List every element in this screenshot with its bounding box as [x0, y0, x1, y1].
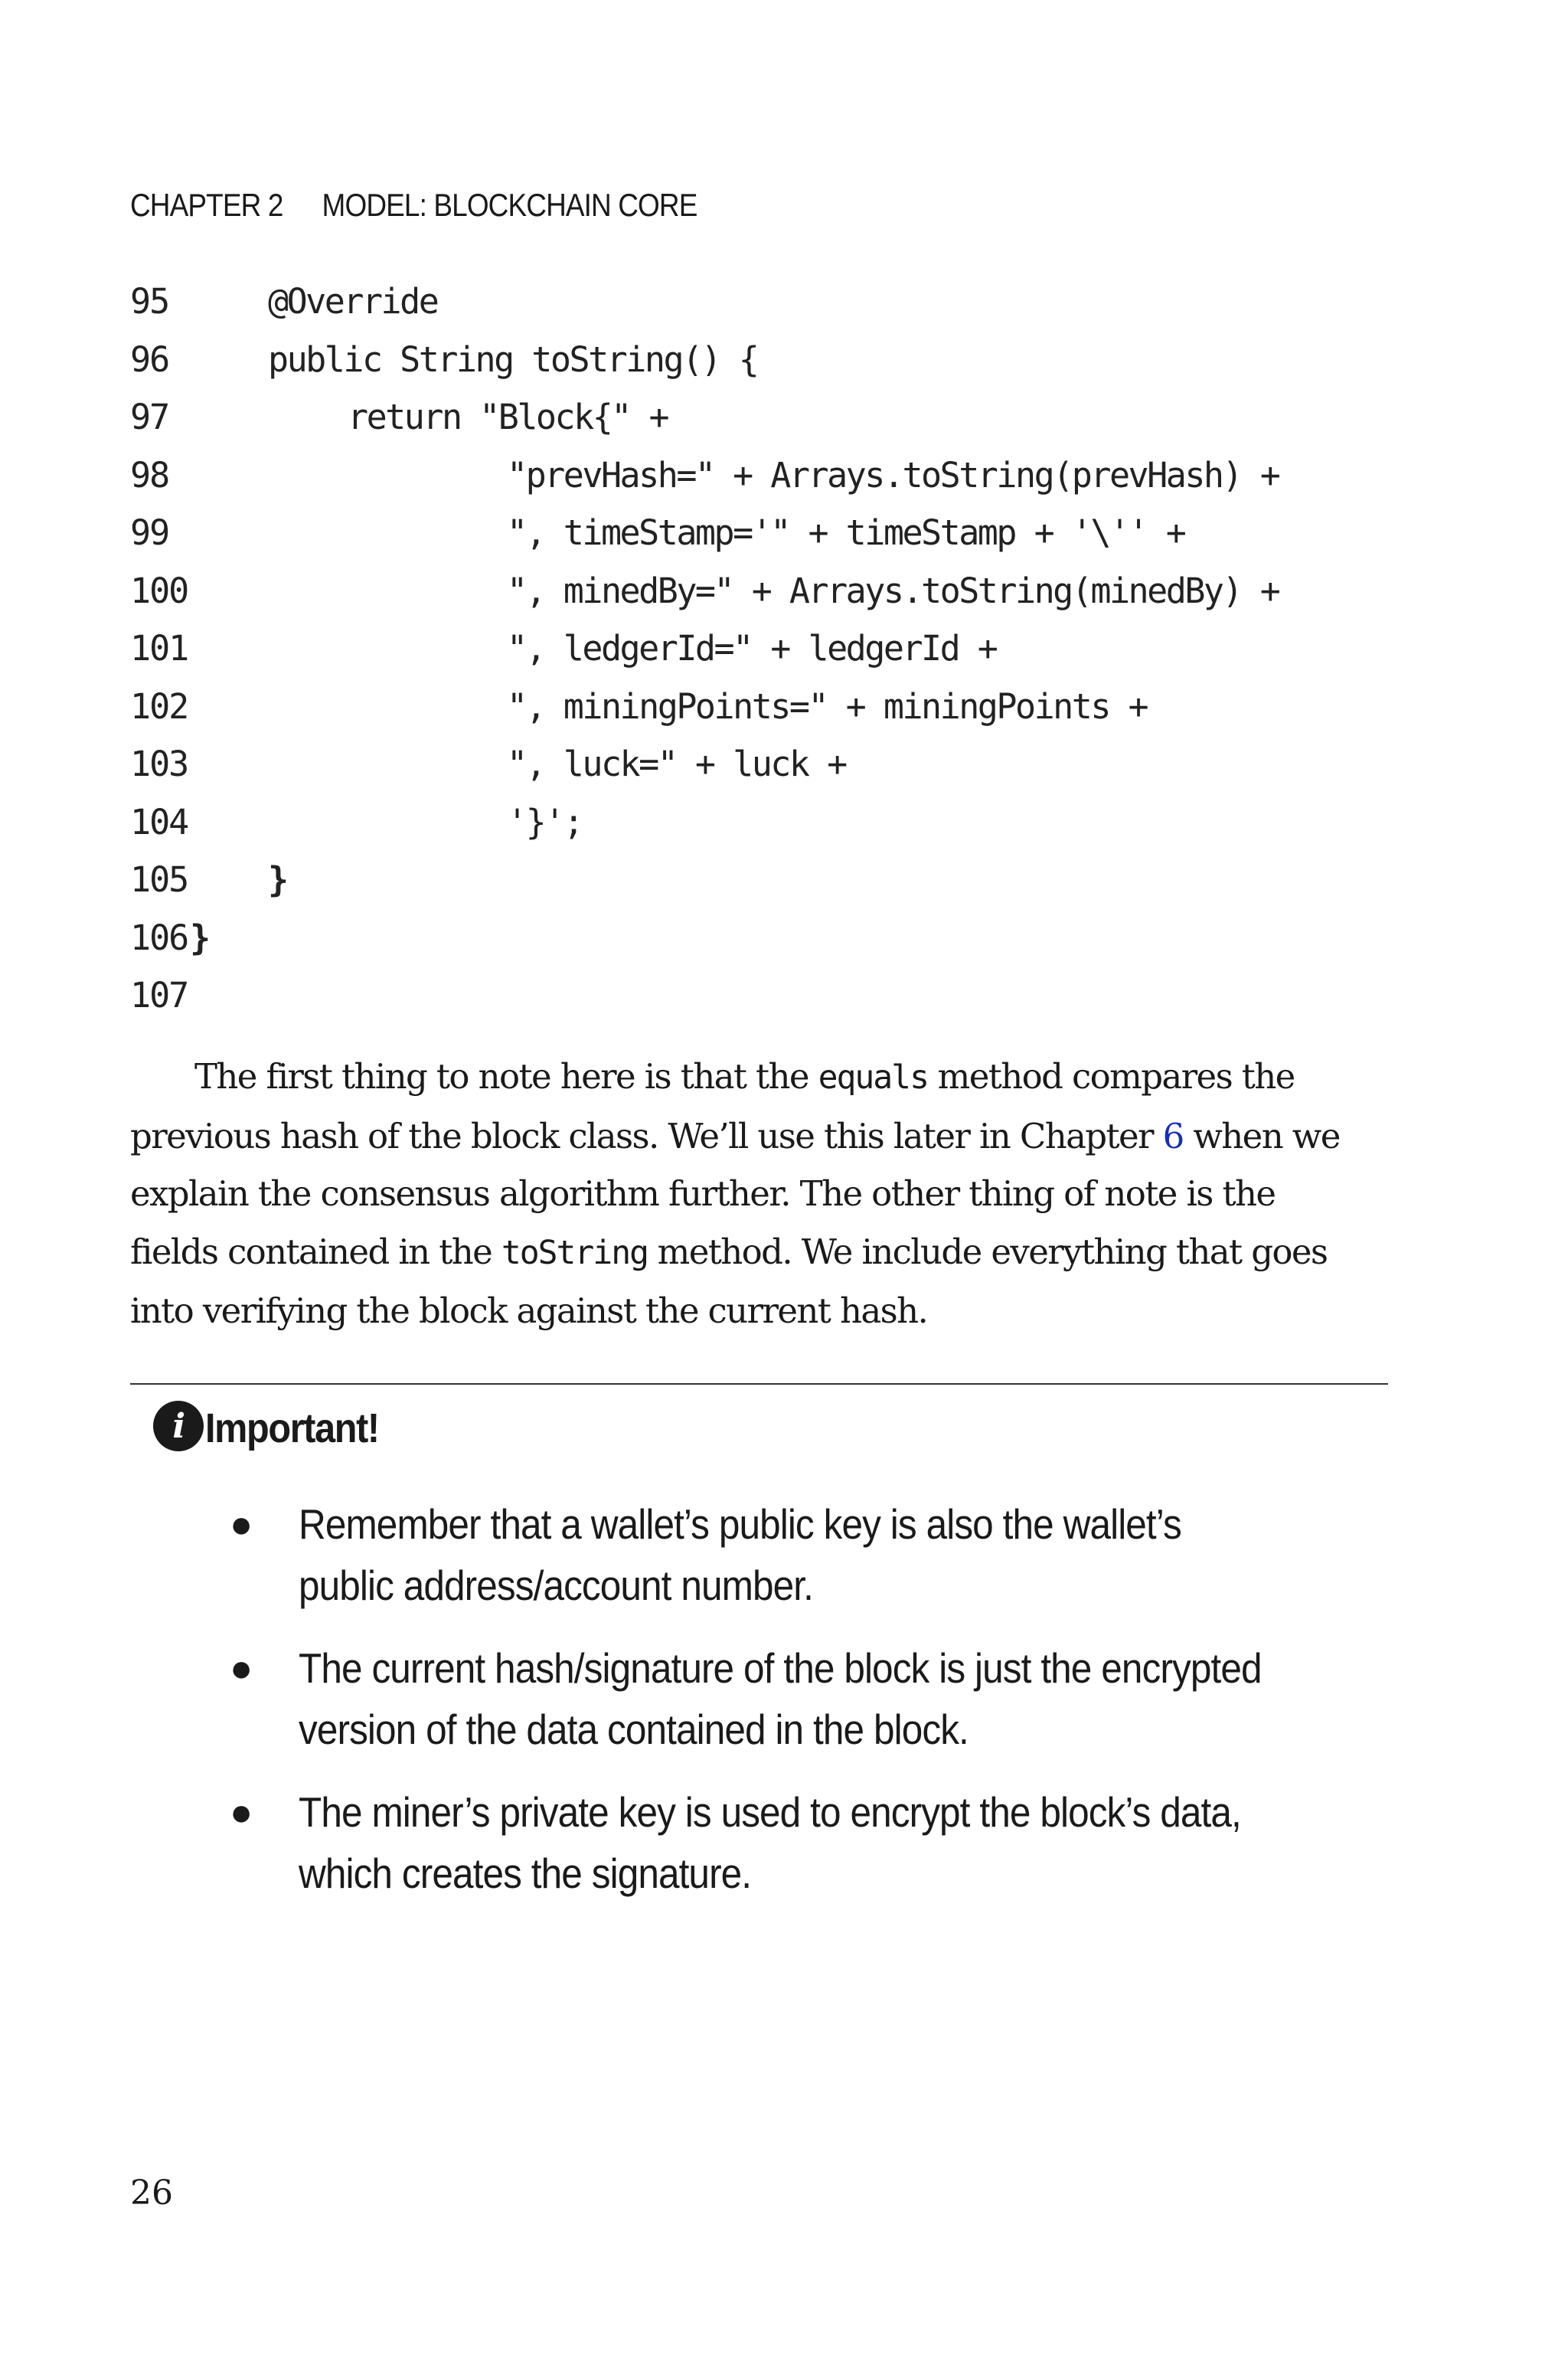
code-text: @Override [268, 281, 438, 322]
code-line [130, 851, 287, 909]
code-text: public String toString() { [268, 339, 758, 380]
bullet-icon: ● [230, 1791, 253, 1833]
important-heading [153, 1405, 398, 1452]
text: when we [1183, 1115, 1340, 1156]
code-text: } [268, 859, 287, 900]
running-header [130, 187, 697, 224]
code-line [130, 793, 583, 852]
info-icon: i [153, 1401, 204, 1451]
code-line [130, 446, 1279, 505]
paragraph-line: into verifying the block against the current hash. [130, 1290, 928, 1331]
text: fields contained in the [130, 1231, 501, 1272]
code-text: ", timeStamp='" + timeStamp + '\'' + [507, 512, 1185, 553]
code-line [130, 388, 668, 446]
line-number: 104 [130, 801, 188, 842]
paragraph-line [130, 1223, 1386, 1283]
body-paragraph [130, 1048, 1386, 1340]
line-number: 97 [130, 397, 169, 437]
text: method compares the [927, 1056, 1295, 1097]
section-divider [130, 1383, 1388, 1385]
code-text: ", minedBy=" + Arrays.toString(minedBy) + [507, 570, 1279, 611]
list-item-line: public address/account number. [299, 1562, 813, 1609]
line-number: 101 [130, 628, 188, 669]
code-line [130, 678, 1148, 736]
bullet-icon: ● [230, 1647, 253, 1689]
paragraph-line: explain the consensus algorithm further. The other thing of note is the [130, 1173, 1276, 1214]
code-text: ", luck=" + luck + [507, 744, 846, 784]
line-number: 105 [130, 859, 188, 900]
important-list [230, 1493, 1409, 1925]
list-item [230, 1637, 1409, 1760]
code-text: '}'; [507, 801, 583, 842]
paragraph-line [130, 1107, 1386, 1166]
list-item-line: Remember that a wallet’s public key is also the wallet’s [299, 1500, 1181, 1548]
inline-code: equals [818, 1058, 928, 1097]
code-line [130, 620, 997, 678]
chapter-label: CHAPTER 2 [130, 187, 283, 223]
line-number: 100 [130, 570, 188, 611]
chapter-title: MODEL: BLOCKCHAIN CORE [322, 187, 697, 223]
code-line [130, 331, 758, 389]
code-line [130, 909, 213, 967]
code-line [130, 504, 1185, 562]
code-line [130, 273, 438, 331]
code-line [130, 735, 846, 793]
line-number: 95 [130, 281, 169, 322]
list-item-line: version of the data contained in the block. [299, 1706, 969, 1753]
text: The first thing to note here is that the [194, 1056, 818, 1097]
code-listing [130, 273, 1279, 1025]
list-item [230, 1493, 1409, 1616]
text: previous hash of the block class. We’ll use this later in Chapter [130, 1115, 1163, 1156]
code-text: ", ledgerId=" + ledgerId + [507, 628, 997, 669]
list-item [230, 1781, 1409, 1904]
bullet-icon: ● [230, 1503, 253, 1546]
list-item-line: The miner’s private key is used to encrypt the block’s data, [299, 1788, 1241, 1836]
line-number: 99 [130, 512, 169, 553]
list-item-line: which creates the signature. [299, 1850, 752, 1897]
inline-code: toString [501, 1233, 648, 1272]
line-number: 103 [130, 744, 188, 784]
code-line [130, 562, 1279, 620]
code-text: return "Block{" + [348, 397, 668, 437]
chapter-link[interactable]: 6 [1162, 1115, 1184, 1156]
list-item-line: The current hash/signature of the block is just the encrypted [299, 1644, 1262, 1692]
code-text: "prevHash=" + Arrays.toString(prevHash) + [507, 454, 1279, 496]
page-number: 26 [130, 2174, 173, 2213]
code-text: ", miningPoints=" + miningPoints + [507, 685, 1148, 727]
code-line [130, 967, 213, 1025]
important-title: Important! [205, 1405, 379, 1451]
line-number: 96 [130, 339, 169, 380]
line-number: 102 [130, 685, 188, 727]
line-number: 98 [130, 454, 169, 496]
text: method. We include everything that goes [647, 1231, 1328, 1272]
line-number: 107 [130, 975, 188, 1016]
paragraph-line [130, 1048, 1386, 1107]
code-text: } [190, 917, 209, 958]
line-number: 106 [130, 917, 188, 958]
